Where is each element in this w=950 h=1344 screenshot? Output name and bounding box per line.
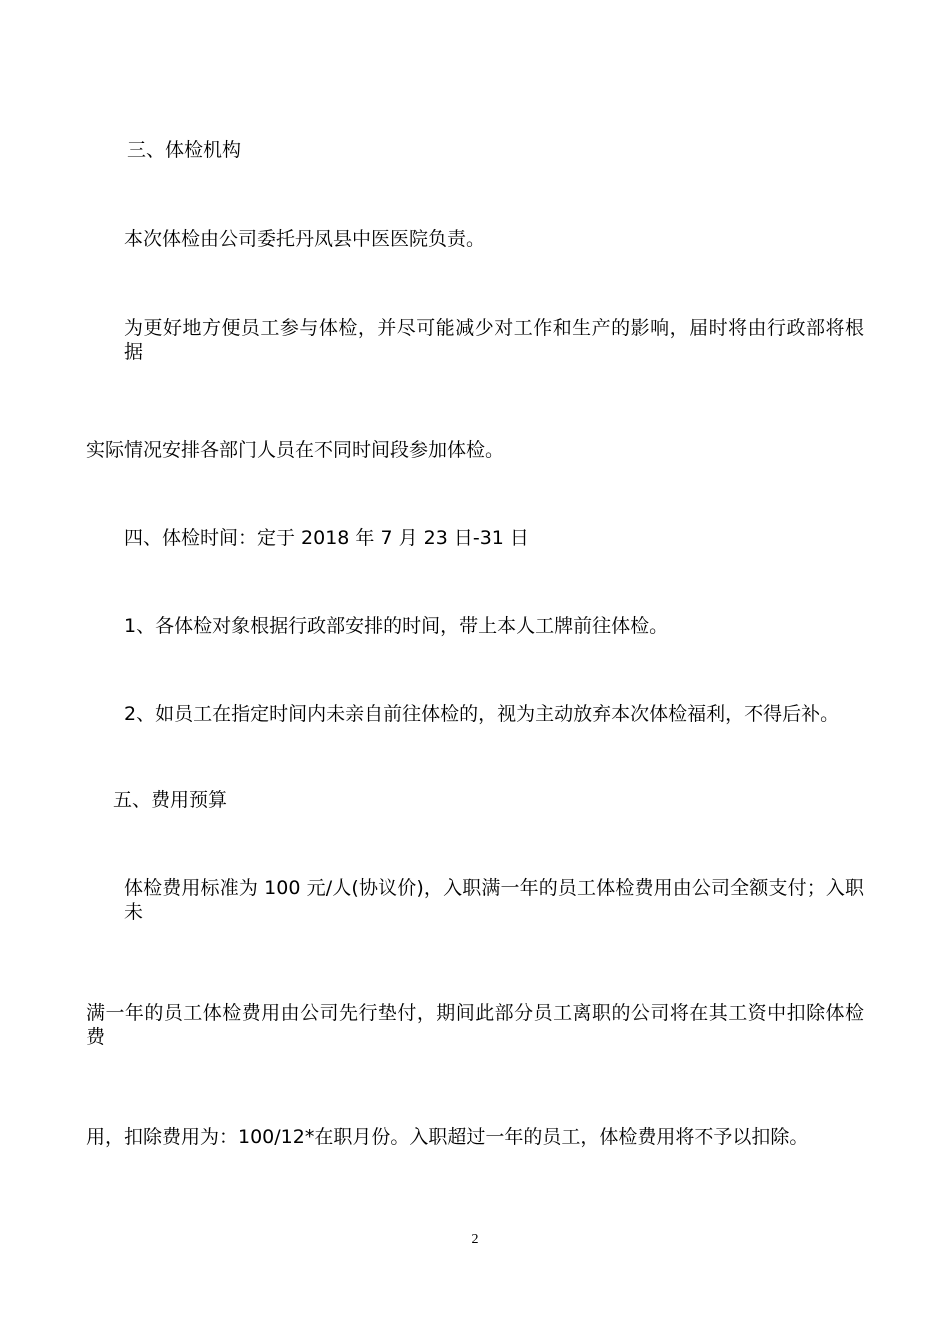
section5-heading: 五、费用预算 <box>113 789 228 811</box>
page-number: 2 <box>471 1232 479 1247</box>
section4-item-1: 1、各体检对象根据行政部安排的时间，带上本人工牌前往体检。 <box>124 615 669 637</box>
section5-paragraph-line-1: 体检费用标准为 100 元/人(协议价)，入职满一年的员工体检费用由公司全额支付；入职未 <box>124 877 864 923</box>
section4-heading: 四、体检时间：定于 2018 年 7 月 23 日-31 日 <box>124 527 529 549</box>
section3-heading: 三、体检机构 <box>127 139 242 161</box>
section5-paragraph-line-2: 满一年的员工体检费用由公司先行垫付，期间此部分员工离职的公司将在其工资中扣除体检费 <box>86 1002 864 1048</box>
section3-paragraph-1: 本次体检由公司委托丹凤县中医医院负责。 <box>124 228 486 250</box>
section3-paragraph-2-line-1: 为更好地方便员工参与体检，并尽可能减少对工作和生产的影响，届时将由行政部将根据 <box>124 317 864 363</box>
section5-paragraph-line-3: 用，扣除费用为：100/12*在职月份。入职超过一年的员工，体检费用将不予以扣除。 <box>86 1126 809 1148</box>
section3-paragraph-2-line-2: 实际情况安排各部门人员在不同时间段参加体检。 <box>86 439 505 461</box>
section4-item-2: 2、如员工在指定时间内未亲自前往体检的，视为主动放弃本次体检福利，不得后补。 <box>124 703 840 725</box>
